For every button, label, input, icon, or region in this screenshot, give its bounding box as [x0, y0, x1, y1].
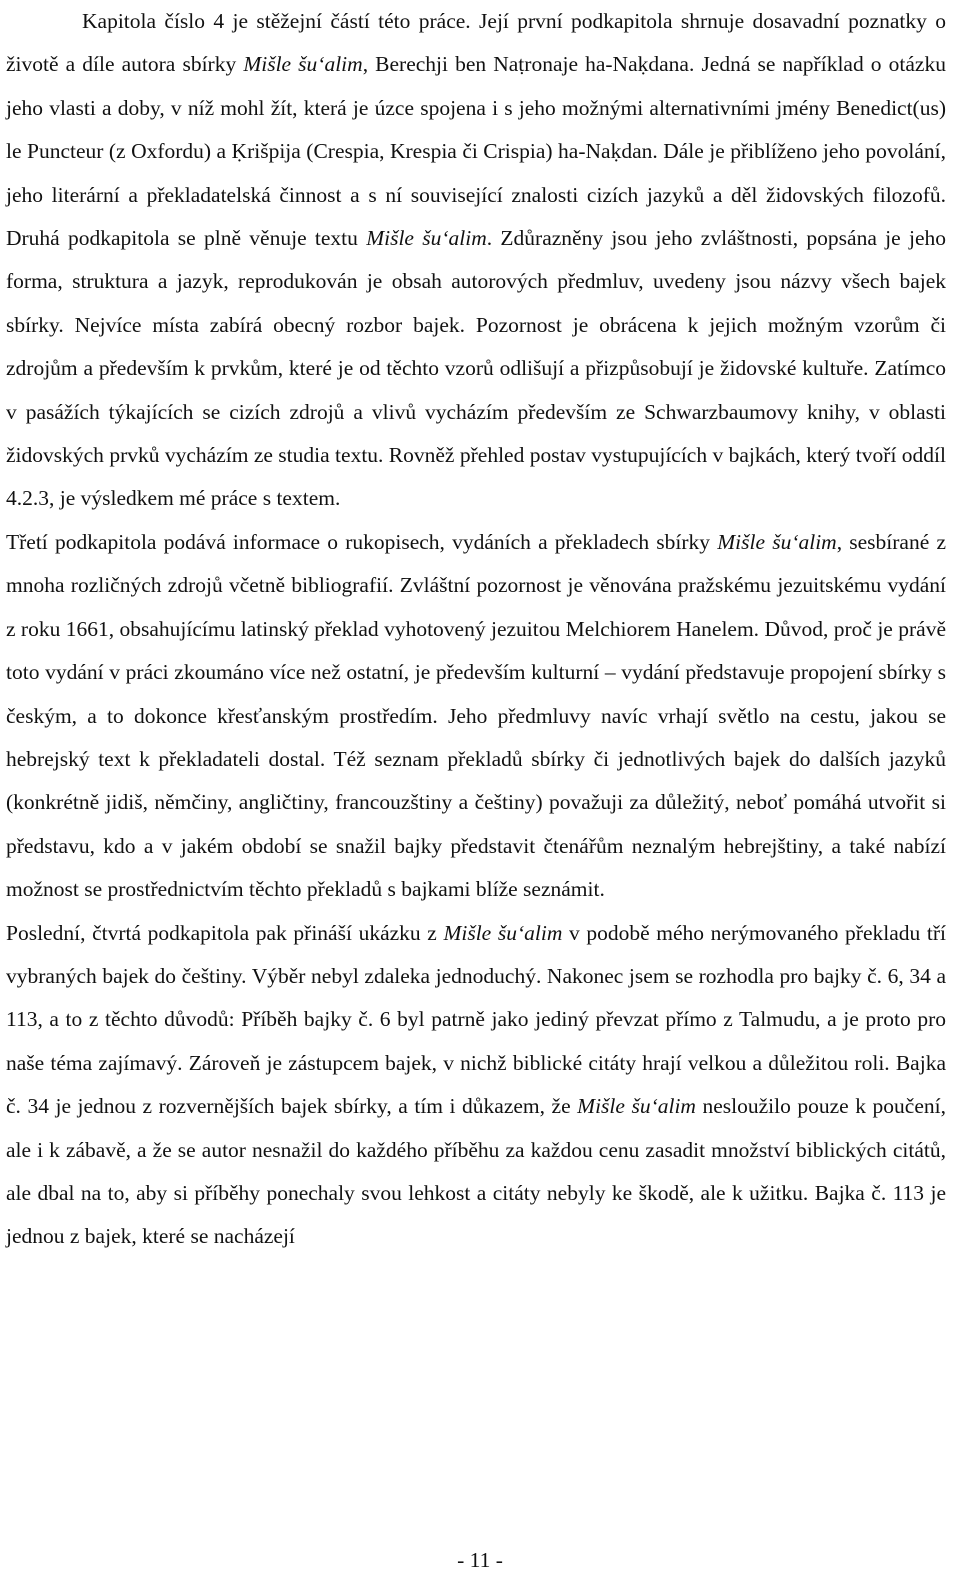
- italic-title: Mišle šu‘alim: [366, 226, 487, 251]
- text-segment: Poslední, čtvrtá podkapitola pak přináší ukázku z: [6, 920, 444, 945]
- document-page: [6, 0, 946, 1259]
- text-segment: Třetí podkapitola podává informace o rukopisech, vydáních a překladech sbírky: [6, 529, 718, 554]
- italic-title: Mišle šu‘alim: [443, 920, 563, 945]
- italic-title: Mišle šu‘alim: [717, 529, 837, 554]
- text-segment: Kapitola číslo 4 je stěžejní částí této práce. Její první podkapitola shrnuje dosavadní poznatky o životě a díle autora sbírky: [6, 9, 946, 77]
- paragraph-chapter-4-overview: [6, 0, 946, 521]
- text-segment: v podobě mého nerýmovaného překladu tří vybraných bajek do češtiny. Výběr nebyl zdaleka jednoduchý. Nakonec jsem se rozhodla pro bajky č. 6, 34 a 113, a to z těchto důvodů: Příběh bajky č. 6 byl patrně jako jediný převzat přímo z Talmudu, a je proto pro naše téma zajímavý. Zároveň je zástupcem bajek, v nichž biblické citáty hrají velkou a důležitou roli. Bajka č. 34 je jednou z rozvernějších bajek sbírky, a tím i důkazem, že: [6, 920, 946, 1119]
- text-segment: . Zdůrazněny jsou jeho zvláštnosti, popsána je jeho forma, struktura a jazyk, reprodukován je obsah autorových předmluv, uvedeny jsou názvy všech bajek sbírky. Nejvíce místa zabírá obecný rozbor bajek. Pozornost je obrácena k jejich možným vzorům či zdrojům a především k prvkům, které je od těchto vzorů odlišují a přizpůsobují je židovské kultuře. Zatímco v pasážích týkajících se cizích zdrojů a vlivů vycházím především ze Schwarzbaumovy knihy, v oblasti židovských prvků vycházím ze studia textu. Rovněž přehled postav vystupujících v bajkách, který tvoří oddíl 4.2.3, je výsledkem mé práce s textem.: [6, 226, 946, 511]
- italic-title: Mišle šu‘alim: [243, 52, 363, 77]
- italic-title: Mišle šu‘alim: [577, 1094, 696, 1119]
- text-segment: nesloužilo pouze k poučení, ale i k zábavě, a že se autor nesnažil do každého příběhu za každou cenu zasadit množství biblických citátů, ale dbal na to, aby si příběhy ponechaly svou lehkost a citáty nebyly ke škodě, ale k užitku. Bajka č. 113 je jednou z bajek, které se nacházejí: [6, 1094, 946, 1249]
- text-segment: , sesbírané z mnoha rozličných zdrojů včetně bibliografií. Zvláštní pozornost je věnována pražskému jezuitskému vydání z roku 1661, obsahujícímu latinský překlad vyhotovený jezuitou Melchiorem Hanelem. Důvod, proč je právě toto vydání v práci zkoumáno více než ostatní, je především kulturní – vydání představuje propojení sbírky s českým, a to dokonce křesťanským prostředím. Jeho předmluvy navíc vrhají světlo na cestu, jakou se hebrejský text k překladateli dostal. Též seznam překladů sbírky či jednotlivých bajek do dalších jazyků (konkrétně jidiš, němčiny, angličtiny, francouzštiny a češtiny) považuji za důležitý, neboť pomáhá utvořit si představu, kdo a v jakém období se snažil bajky představit čtenářům neznalým hebrejštiny, a také nabízí možnost se prostřednictvím těchto překladů s bajkami blíže seznámit.: [6, 529, 946, 902]
- text-segment: , Berechji ben Naṭronaje ha-Naḳdana. Jedná se například o otázku jeho vlasti a doby, v níž mohl žít, která je úzce spojena i s jeho možnými alternativními jmény Benedict(us) le Puncteur (z Oxfordu) a Ḳrišpija (Crespia, Krespia či Crispia) ha-Naḳdan. Dále je přiblíženo jeho povolání, jeho literární a překladatelská činnost a s ní související znalosti cizích jazyků a děl židovských filozofů. Druhá podkapitola se plně věnuje textu: [6, 52, 946, 251]
- page-number: - 11 -: [457, 1548, 503, 1572]
- paragraph-third-subchapter: [6, 521, 946, 912]
- paragraph-fourth-subchapter: [6, 912, 946, 1259]
